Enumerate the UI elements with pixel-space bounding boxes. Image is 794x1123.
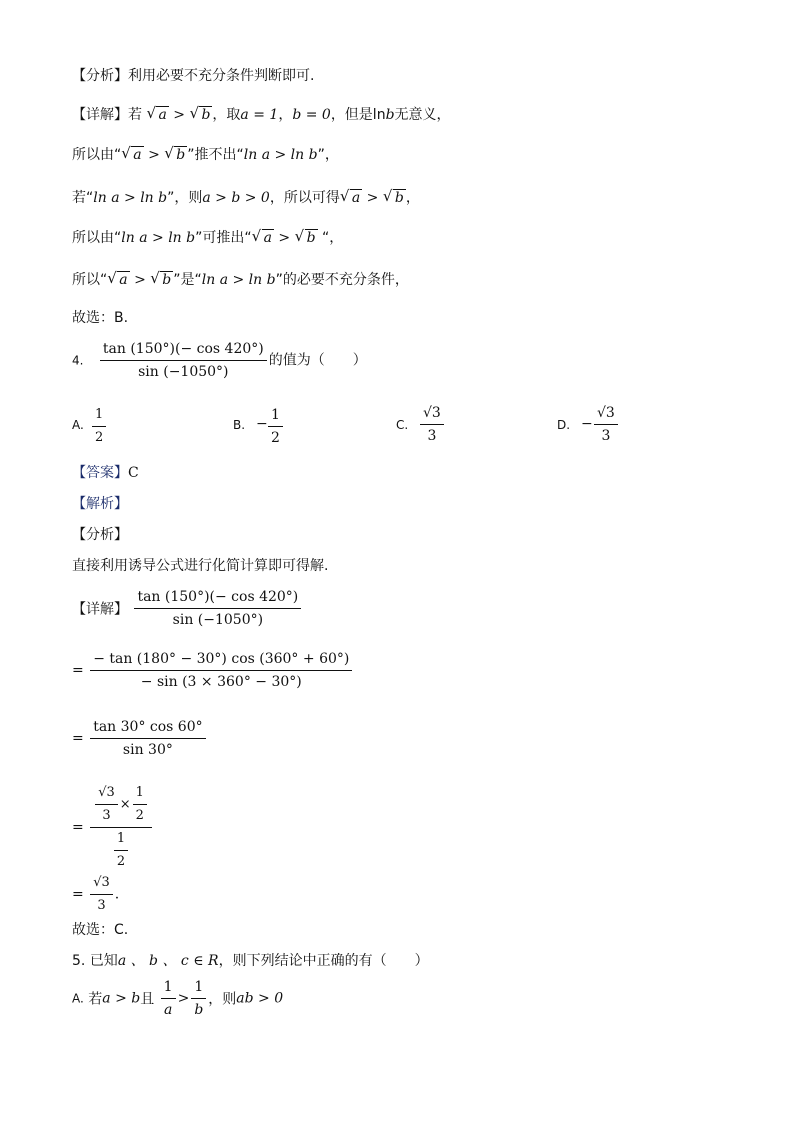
analysis-text: 利用必要不充分条件判断即可. xyxy=(128,68,315,84)
sqrt-b: √ b xyxy=(295,228,318,248)
question-number: 4. xyxy=(72,353,84,368)
question-fraction: $\frac{\tan (150^\circ)(- \cos 420^\circ)}{\sin (-1050^\circ)}$ xyxy=(100,340,267,381)
detail-step-3: = $\frac{√3}{3}$ × $\frac{1}{2}$ $\frac{1}{2}$ xyxy=(72,784,154,871)
sqrt-b: √ b xyxy=(189,105,212,125)
solution-tag: 【解析】 xyxy=(72,496,128,512)
detail-line-1: 【详解】若 √ a > √ b ，取a = 1，b = 0，但是lnb无意义， xyxy=(72,105,451,125)
question-4: 4. $\frac{\tan (150^\circ)(- \cos 420^\circ)}{\sin (-1050^\circ)}$ 的值为（ ） xyxy=(72,341,367,380)
sqrt-b: √ b xyxy=(164,145,187,165)
sqrt-a: √ a xyxy=(121,145,143,165)
analysis-text: 直接利用诱导公式进行化简计算即可得解. xyxy=(72,558,329,574)
analysis-line-1 xyxy=(72,66,314,86)
detail-tag: 【详解】 xyxy=(72,601,128,618)
answer-tag: 【答案】 xyxy=(72,465,128,481)
detail-step-4: = $\frac{√3}{3}$ . xyxy=(72,875,120,913)
answer-line xyxy=(72,463,139,483)
detail-line-2: 所以由“√ a > √ b ”推不出“ln a > ln b”， xyxy=(72,145,339,165)
solution-tag-line xyxy=(72,494,128,514)
sqrt-a: √ a xyxy=(252,228,274,248)
detail-tag: 【详解】 xyxy=(72,107,128,123)
detail-line-3: 若“ln a > ln b”，则a > b > 0，所以可得√ a > √ b ， xyxy=(72,188,420,208)
answer-pick-prev: 故选：B. xyxy=(72,310,129,326)
sqrt-b: √ b xyxy=(383,188,406,208)
analysis-tag-line xyxy=(72,525,128,545)
analysis-text-line xyxy=(72,556,328,576)
question-number: 5. xyxy=(72,953,86,969)
sqrt-a: √ a xyxy=(107,270,129,290)
answer-pick-q4: 故选：C. xyxy=(72,922,129,938)
detail-line-5: 所以“√ a > √ b ”是“ln a > ln b”的必要不充分条件， xyxy=(72,270,409,290)
answer-value: C xyxy=(128,465,139,481)
sqrt-a: √ a xyxy=(146,105,168,125)
question-5: 5. 已知a 、 b 、 c ∈ R，则下列结论中正确的有（ ） xyxy=(72,953,429,969)
detail-step-0: 【详解】 $\frac{\tan (150^\circ)(- \cos 420^\circ)}{\sin (-1050^\circ)}$ xyxy=(72,588,303,629)
analysis-tag: 【分析】 xyxy=(72,527,128,543)
sqrt-b: √ b xyxy=(150,270,173,290)
detail-line-4: 所以由“ln a > ln b”可推出“√ a > √ b “， xyxy=(72,228,343,248)
detail-step-2: = $\frac{\tan 30^\circ \cos 60^\circ}{\sin 30^\circ}$ xyxy=(72,718,208,759)
q5-option-a: A. 若a > b且 $\frac{1}{a}$ > $\frac{1}{b}$ ，则ab > 0 xyxy=(72,979,284,1018)
detail-step-1: = $\frac{- \tan (180^\circ - 30^\circ) \cos (360^\circ + 60^\circ)}{- \sin (3 \times 360^\circ - 30^\circ)}$ xyxy=(72,650,354,691)
analysis-tag: 【分析】 xyxy=(72,68,128,84)
sqrt-a: √ a xyxy=(340,188,362,208)
